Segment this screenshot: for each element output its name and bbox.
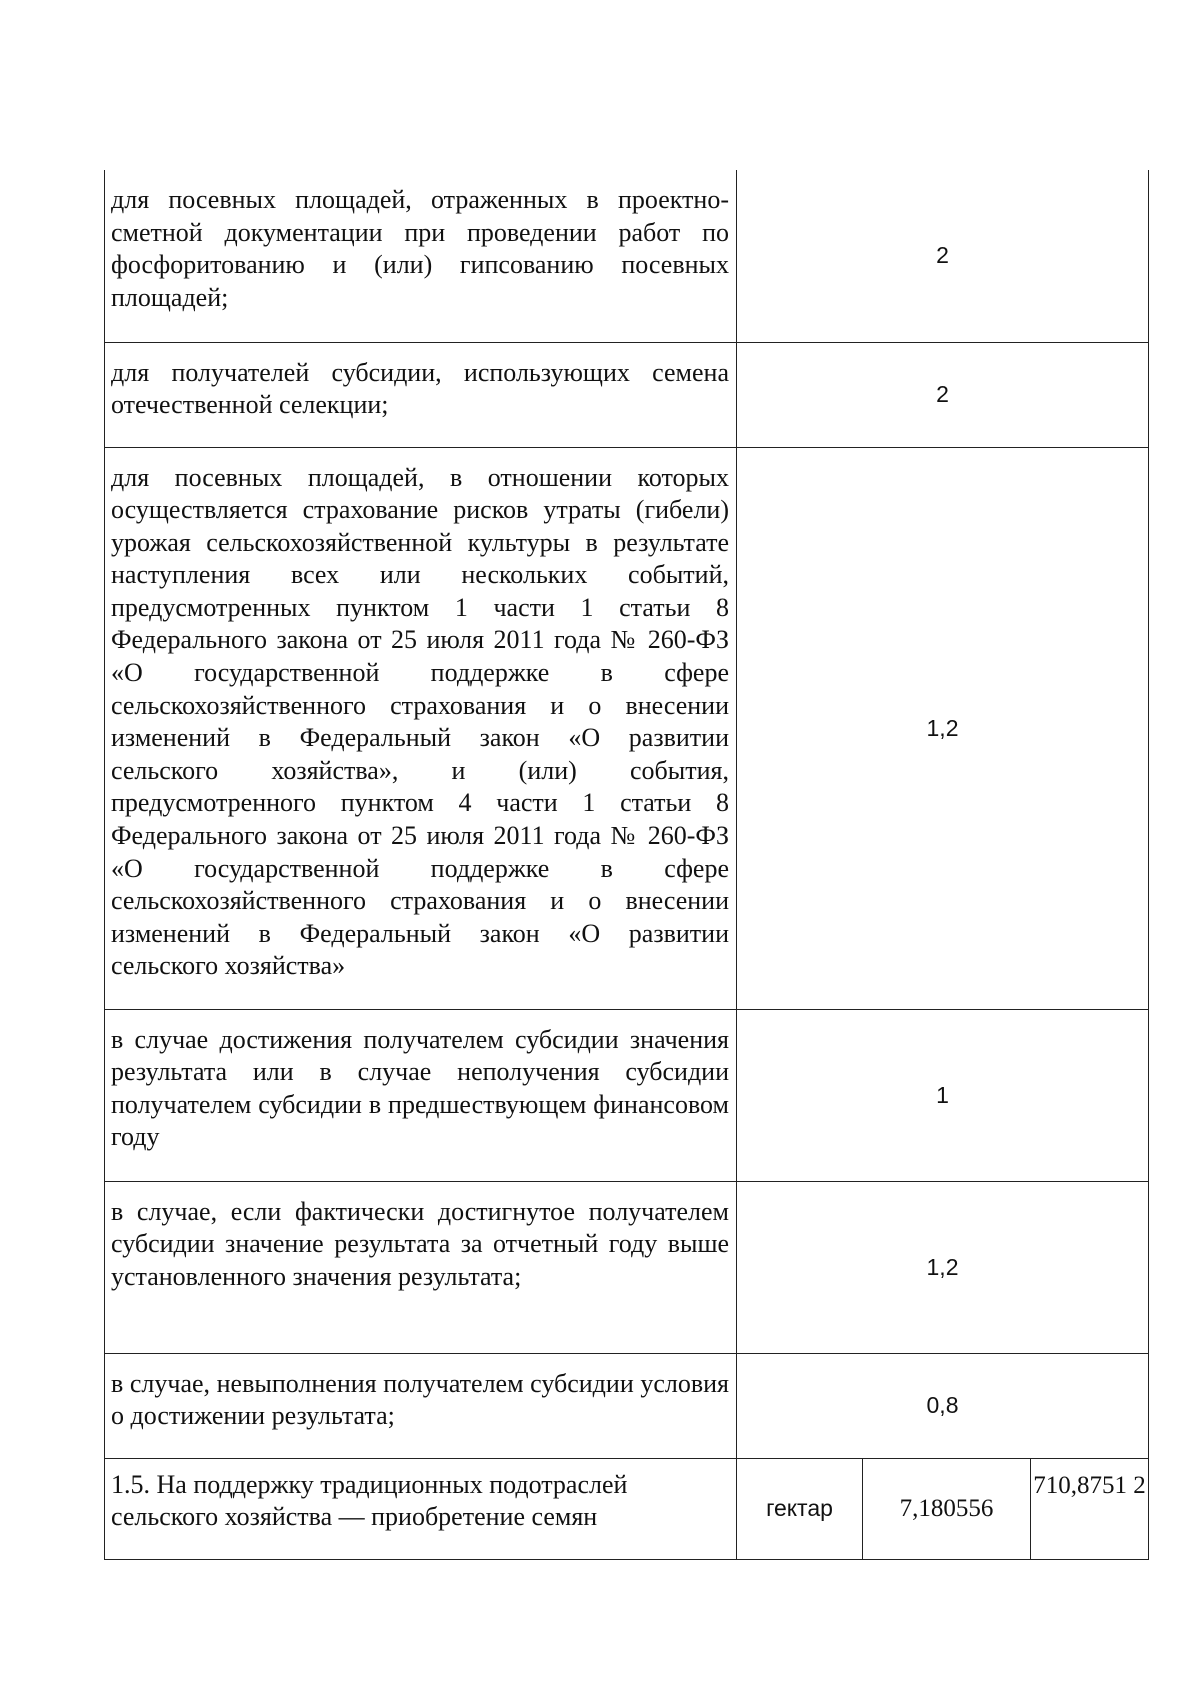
document-table bbox=[104, 170, 1149, 1560]
last-row-amount: 710,8751 2 bbox=[1031, 1458, 1149, 1559]
row-description: для посевных площадей, в отношении которых осуществляется страхование рисков утраты (гибели) урожая сельскохозяйственной культуры в результате наступления всех или нескольких событий, предусмотренных пунктом 1 части 1 статьи 8 Федерального закона от 25 июля 2011 года № 260-ФЗ «О государственной поддержке в сфере сельскохозяйственного страхования и о внесении изменений в Федеральный закон «О развитии сельского хозяйства», и (или) события, предусмотренного пунктом 4 части 1 статьи 8 Федерального закона от 25 июля 2011 года № 260-ФЗ «О государственной поддержке в сфере сельскохозяйственного страхования и о внесении изменений в Федеральный закон «О развитии сельского хозяйства» bbox=[111, 462, 729, 981]
row-coefficient: 0,8 bbox=[737, 1353, 1149, 1458]
row-coefficient: 2 bbox=[737, 170, 1149, 342]
table-row bbox=[105, 342, 1149, 447]
table-row bbox=[105, 1009, 1149, 1181]
row-coefficient: 1,2 bbox=[737, 447, 1149, 1009]
row-description: в случае достижения получателем субсидии значения результата или в случае неполучения субсидии получателем субсидии в предшествующем финансовом году bbox=[111, 1024, 729, 1152]
row-description: в случае, если фактически достигнутое получателем субсидии значение результата за отчетный году выше установленного значения результата; bbox=[111, 1196, 729, 1291]
row-coefficient: 2 bbox=[737, 342, 1149, 447]
table-row bbox=[105, 1353, 1149, 1458]
last-row-rate: 7,180556 bbox=[863, 1458, 1031, 1559]
row-coefficient: 1,2 bbox=[737, 1181, 1149, 1353]
table-row bbox=[105, 1181, 1149, 1353]
row-description-cell bbox=[105, 170, 737, 342]
row-description: в случае, невыполнения получателем субсидии условия о достижении результата; bbox=[111, 1368, 729, 1431]
last-row-unit: гектар bbox=[737, 1458, 863, 1559]
row-description-cell bbox=[105, 447, 737, 1009]
row-description: для посевных площадей, отраженных в проектно-сметной документации при проведении работ по фосфоритованию и (или) гипсованию посевных площадей; bbox=[111, 185, 729, 312]
table-row-last bbox=[105, 1458, 1149, 1559]
row-coefficient: 1 bbox=[737, 1009, 1149, 1181]
table-row bbox=[105, 170, 1149, 342]
row-description-cell bbox=[105, 1009, 737, 1181]
row-description-cell bbox=[105, 1181, 737, 1353]
last-row-description: 1.5. На поддержку традиционных подотраслей сельского хозяйства — приобретение семян bbox=[105, 1458, 737, 1559]
row-description: для получателей субсидии, использующих семена отечественной селекции; bbox=[111, 357, 729, 420]
row-description-cell bbox=[105, 1353, 737, 1458]
row-description-cell bbox=[105, 342, 737, 447]
table-row bbox=[105, 447, 1149, 1009]
